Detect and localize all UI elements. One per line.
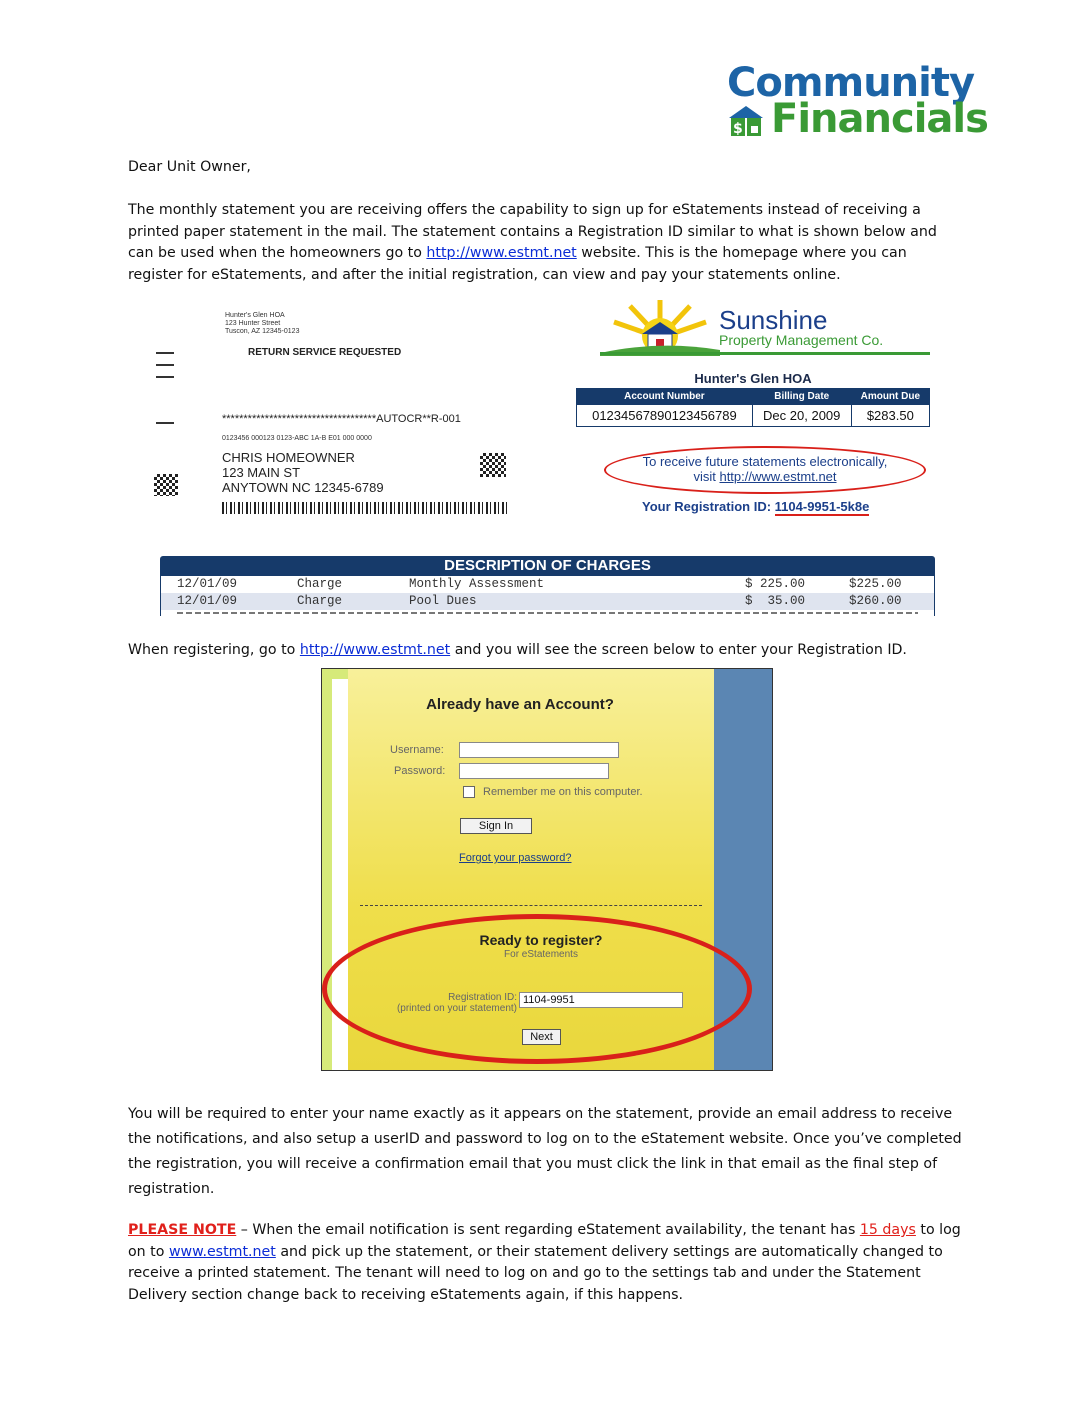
remember-label: Remember me on this computer. bbox=[483, 786, 643, 798]
community-financials-logo bbox=[727, 60, 987, 144]
logo-line2: Financials bbox=[771, 96, 988, 142]
recipient-line: CHRIS HOMEOWNER bbox=[222, 450, 355, 465]
postal-barcode bbox=[222, 502, 510, 514]
charge-date: 12/01/09 bbox=[177, 594, 238, 608]
next-button[interactable]: Next bbox=[522, 1029, 561, 1045]
charge-date: 12/01/09 bbox=[177, 577, 238, 591]
password-field[interactable] bbox=[459, 763, 609, 779]
col-amount-due: Amount Due bbox=[851, 389, 929, 405]
forgot-password-link[interactable]: Forgot your password? bbox=[459, 852, 572, 864]
registration-id-label: Your Registration ID: bbox=[642, 499, 775, 514]
sender-line: Tuscon, AZ 12345-0123 bbox=[225, 328, 300, 335]
password-label: Password: bbox=[394, 765, 446, 777]
tick-mark bbox=[156, 422, 174, 424]
note-paragraph bbox=[128, 1220, 963, 1306]
tick-mark bbox=[156, 352, 174, 354]
intro-text-2: website. This is the homepage where you can register for eStatements, and after the initial registration, can view and pay your statements online. bbox=[128, 245, 907, 283]
charge-balance: $260.00 bbox=[849, 594, 902, 608]
tick-mark bbox=[156, 376, 174, 378]
registration-id-value: 1104-9951-5k8e bbox=[774, 499, 870, 514]
register-heading: Ready to register? bbox=[479, 932, 603, 948]
note-text-2: to log on to bbox=[128, 1222, 961, 1260]
estmt-link-2[interactable]: http://www.estmt.net bbox=[299, 642, 451, 658]
svg-text:$: $ bbox=[733, 121, 743, 137]
sender-line: 123 Hunter Street bbox=[225, 320, 281, 327]
account-table bbox=[576, 388, 930, 427]
login-screen-image bbox=[321, 668, 773, 1071]
greeting: Dear Unit Owner, bbox=[128, 159, 251, 175]
dashed-divider bbox=[360, 905, 702, 906]
col-billing-date: Billing Date bbox=[752, 389, 851, 405]
intro-text-1: The monthly statement you are receiving offers the capability to sign up for eStatements instead of receiving a printed paper statement in the mail. The statement contains a Registration ID similar to what is shown below and can be used when the homeowners go to bbox=[128, 202, 937, 261]
registration-id-input[interactable]: 1104-9951 bbox=[519, 992, 683, 1008]
qr-code-icon bbox=[480, 453, 506, 477]
username-label: Username: bbox=[390, 744, 444, 756]
estatement-notice-line1: To receive future statements electronically, bbox=[642, 454, 888, 469]
charge-amount: $ 35.00 bbox=[745, 594, 806, 608]
recipient-line: ANYTOWN NC 12345-6789 bbox=[222, 480, 384, 495]
cropped-row bbox=[160, 610, 935, 616]
charges-title: DESCRIPTION OF CHARGES bbox=[160, 556, 935, 576]
table-row bbox=[160, 593, 935, 610]
register-subheading: For eStatements bbox=[504, 949, 578, 960]
username-field[interactable] bbox=[459, 742, 619, 758]
house-dollar-icon bbox=[727, 104, 765, 138]
amount-due: $283.50 bbox=[851, 405, 929, 427]
logo-underline bbox=[600, 352, 930, 355]
sender-line: Hunter's Glen HOA bbox=[225, 312, 285, 319]
intro-paragraph bbox=[128, 200, 963, 286]
hoa-name: Hunter's Glen HOA bbox=[694, 371, 812, 386]
tick-mark bbox=[156, 364, 174, 366]
registration-id-label-line2: (printed on your statement) bbox=[396, 1003, 517, 1014]
note-label: PLEASE NOTE bbox=[128, 1222, 237, 1238]
table-row bbox=[160, 576, 935, 593]
estmt-link-statement: http://www.estmt.net bbox=[719, 469, 837, 484]
charges-table bbox=[160, 556, 935, 616]
return-service: RETURN SERVICE REQUESTED bbox=[248, 347, 402, 358]
company-name: Sunshine bbox=[719, 305, 828, 335]
code-line: 0123456 000123 0123-ABC 1A-B E01 000 0000 bbox=[222, 435, 372, 442]
charge-type: Charge bbox=[297, 594, 343, 608]
estatement-notice-visit: visit bbox=[693, 469, 720, 484]
billing-date: Dec 20, 2009 bbox=[752, 405, 851, 427]
qr-code-icon bbox=[154, 474, 178, 496]
sign-in-button[interactable]: Sign In bbox=[460, 818, 532, 834]
statement-sample-image bbox=[148, 298, 938, 620]
note-days: 15 days bbox=[859, 1222, 916, 1238]
registration-steps-paragraph: You will be required to enter your name exactly as it appears on the statement, provide an email address to receive the notifications, and also setup a userID and password to log on to the eStatement website. Once you’ve completed the registration, you will receive a confirmation email that you must click the link in that email as the final step of registration. bbox=[128, 1106, 962, 1197]
sender-address bbox=[225, 312, 299, 336]
estmt-link-3[interactable]: www.estmt.net bbox=[168, 1243, 276, 1260]
charge-description: Monthly Assessment bbox=[409, 577, 545, 591]
registering-text-2: and you will see the screen below to enter your Registration ID. bbox=[450, 642, 907, 658]
estmt-link-1[interactable]: http://www.estmt.net bbox=[426, 245, 577, 261]
barcode-text: ************************************AUTOCR**R-001 bbox=[222, 413, 461, 425]
remember-checkbox[interactable] bbox=[463, 786, 475, 798]
company-subtitle: Property Management Co. bbox=[719, 332, 884, 348]
charge-amount: $ 225.00 bbox=[745, 577, 806, 591]
col-account-number: Account Number bbox=[577, 389, 753, 405]
charge-description: Pool Dues bbox=[409, 594, 477, 608]
estatement-notice bbox=[604, 454, 926, 484]
registering-paragraph bbox=[128, 640, 963, 662]
red-circle-highlight bbox=[322, 914, 752, 1064]
charge-type: Charge bbox=[297, 577, 343, 591]
charge-balance: $225.00 bbox=[849, 577, 902, 591]
registration-id-line bbox=[642, 499, 869, 514]
account-heading: Already have an Account? bbox=[426, 696, 614, 713]
sunshine-logo-icon bbox=[600, 298, 720, 358]
logo-line1: Community bbox=[727, 60, 975, 106]
note-text-1: – When the email notification is sent regarding eStatement availability, the tenant has bbox=[236, 1222, 860, 1238]
recipient-address bbox=[222, 450, 384, 495]
registering-text-1: When registering, go to bbox=[128, 642, 300, 658]
note-text-3: and pick up the statement, or their statement delivery settings are automatically changed to receive a printed statement. The tenant will need to log on and go to the settings tab and under the Statement Delivery section change back to receiving eStatements again, if this happens. bbox=[128, 1243, 943, 1303]
account-number: 01234567890123456789 bbox=[577, 405, 753, 427]
registration-id-label-line1: Registration ID: bbox=[448, 992, 517, 1003]
recipient-line: 123 MAIN ST bbox=[222, 465, 301, 480]
cropped-row-text bbox=[177, 612, 918, 614]
